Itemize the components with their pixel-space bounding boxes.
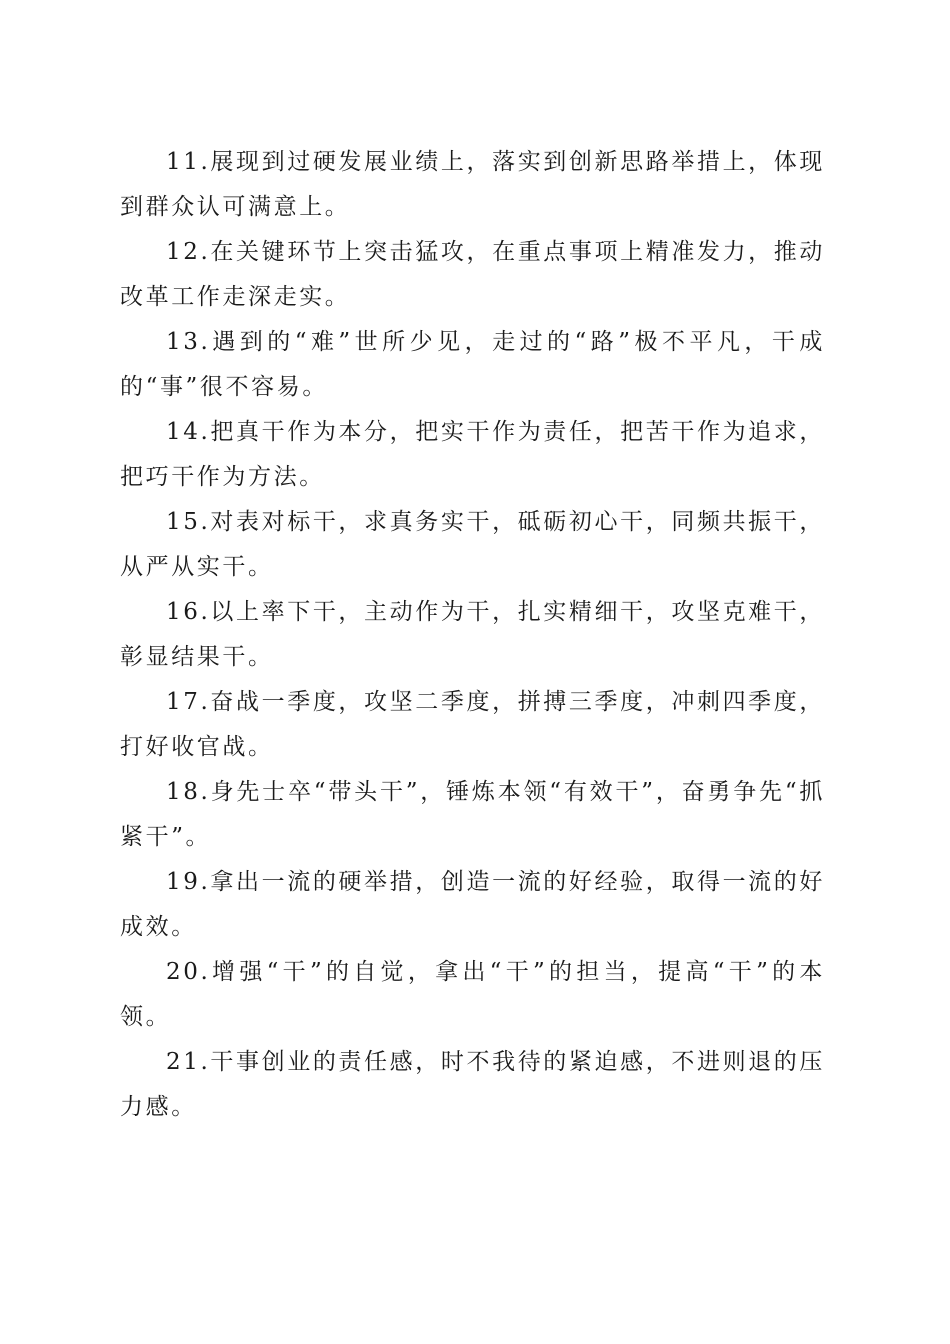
paragraph-13: 13.遇到的“难”世所少见，走过的“路”极不平凡，干成的“事”很不容易。 [120, 329, 825, 400]
paragraph-20: 20.增强“干”的自觉，拿出“干”的担当，提高“干”的本领。 [120, 959, 825, 1030]
paragraph-16: 16.以上率下干，主动作为干，扎实精细干，攻坚克难干，彰显结果干。 [120, 599, 825, 670]
paragraph-21: 21.干事创业的责任感，时不我待的紧迫感，不进则退的压力感。 [120, 1049, 825, 1120]
paragraph-18: 18.身先士卒“带头干”，锤炼本领“有效干”，奋勇争先“抓紧干”。 [120, 779, 825, 850]
paragraph-19: 19.拿出一流的硬举措，创造一流的好经验，取得一流的好成效。 [120, 869, 825, 940]
paragraph-11: 11.展现到过硬发展业绩上，落实到创新思路举措上，体现到群众认可满意上。 [120, 149, 825, 220]
paragraph-17: 17.奋战一季度，攻坚二季度，拼搏三季度，冲刺四季度，打好收官战。 [120, 689, 825, 760]
paragraph-12: 12.在关键环节上突击猛攻，在重点事项上精准发力，推动改革工作走深走实。 [120, 239, 825, 310]
paragraph-14: 14.把真干作为本分，把实干作为责任，把苦干作为追求，把巧干作为方法。 [120, 419, 825, 490]
document-body [120, 140, 825, 1130]
paragraph-15: 15.对表对标干，求真务实干，砥砺初心干，同频共振干，从严从实干。 [120, 509, 825, 580]
